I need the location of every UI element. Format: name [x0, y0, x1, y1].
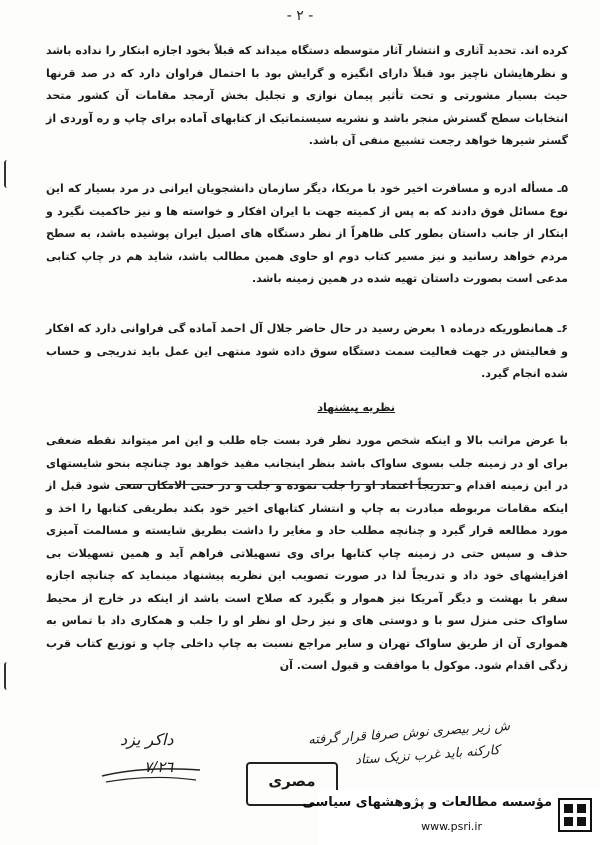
watermark-org: مؤسسه مطالعات و پژوهشهای سیاسی	[302, 795, 552, 810]
institute-logo-icon	[558, 798, 592, 832]
paragraph-text: ۵ـ مسأله ادره و مسافرت اخیر خود با مریکا، دیگر سازمان دانشجویان ایرانی در مرد بسیار که این نوع مسائل فوق دادند که به پس از کمیته جهت با ایران افکار و خواسته ها و نیز حاکمیت نگیرد و ابتکار از جانب داستان بطور کلی ظاهراً از نظر دستگاه های اصیل ایران پوشیده باشد، به سطح مردم خواهد رسانید و نیز مسیر کتاب دوم او حاوی همین مطالب باشد، شاید هم در چاپ کتابی مدعی است بصورت داستان تهیه شده در همین زمینه باشد.	[46, 182, 568, 285]
signature-text: داکر یزد	[120, 730, 174, 749]
handwritten-underline	[120, 484, 455, 485]
signature-scribble	[92, 728, 212, 788]
signature-line: ش زیر بیصری نوش صرفا قرار گرفته	[307, 718, 511, 749]
section-heading	[0, 401, 600, 423]
signature-line: کارکنه باید غرب نزیک ستاد	[354, 742, 501, 769]
watermark-url: www.psri.ir	[421, 820, 482, 833]
page-number: - ٢ -	[286, 8, 314, 24]
punch-hole-mark	[4, 160, 12, 188]
section-heading-text: نظریه پیشنهاد	[317, 401, 395, 414]
watermark	[302, 790, 600, 845]
paragraph-text: ۶ـ همانطوریکه درماده ۱ بعرض رسید در حال حاضر جلال آل احمد آماده گی فراوانی دارد که افکار و فعالیتش در جهت فعالیت سمت دستگاه سوق داده شود منتهی این عمل باید تدریجی و حساب شده انجام گیرد.	[46, 322, 568, 380]
stamp-text: مصری	[268, 772, 316, 790]
punch-hole-mark	[4, 662, 12, 690]
final-paragraph	[46, 430, 568, 678]
signature-date: ٧/٢٦	[144, 758, 174, 776]
paragraph-2	[46, 178, 568, 291]
paragraph-3	[46, 318, 568, 386]
left-signature	[92, 728, 212, 788]
paragraph-text: کرده اند. تحدید آثاری و انتشار آثار متوسطه دستگاه میداند که قبلاً بخود اجازه ابتکار را نداده باشد و نظرهایشان ناچیز بود قبلاً دارای انگیزه و گرایش بود با احتمال فراوان دارد که در صد قرنها حیث بسیار مشورتی و تحت تأثیر پیمان نوازی و تجلیل بخش آرمجد مقامات آن کشور متحد انتخابات سطح گسترش منجر باشد و نشریه سیستماتیک از کتابهای آماده برای چاپ و ره آوردی از گستر شیرها خواهد رجعت تشبیع منفی آن باشد.	[46, 44, 568, 147]
paragraph-1	[46, 40, 568, 153]
paragraph-text: با عرض مراتب بالا و اینکه شخص مورد نظر فرد بست جاه طلب و این امر میتواند نقطه ضعفی برای او در زمینه جلب بسوی ساواک باشد بنظر اینجانب مفید خواهد بود چنانچه بنحو شایستهای در این زمینه اقدام و تدریجاً اعتماد او را جلب نموده و جلب و در حتی الامکان سعی شود قبل از اینکه مقامات مربوطه مبادرت به چاپ و انتشار کتابهای اخیر خود بکند بطریقی کتابها را اخذ و مورد مطالعه قرار گیرد و چنانچه مطلب حاد و مغایر را داشت بطریق شایسته و مسالمت آمیزی حذف و سپس حتی در زمینه چاپ کتابها برای وی تسهیلاتی فراهم آید و همین تسهیلات بی افزایشهای خود داد و تدریجاً لذا در صورت تصویب این نظریه پیشنهاد مینماید که چنانچه اجازه سفر با بهشت و دیگر آمریکا نیز هموار و بگیرد که صلاح است باشد از اینکه در خارج از محیط ساواک حتی منزل سو با و دوستی های و نیز رحل او نظر او را جلب و همکاری داد با تماس به همواری آن از طریق ساواک تهران و سایر مراجع نسبت به چاپ داخلی چاپ و توزیع کتاب قرب زدگی اقدام شود. موکول با موافقت و قبول است. آن	[46, 434, 568, 672]
